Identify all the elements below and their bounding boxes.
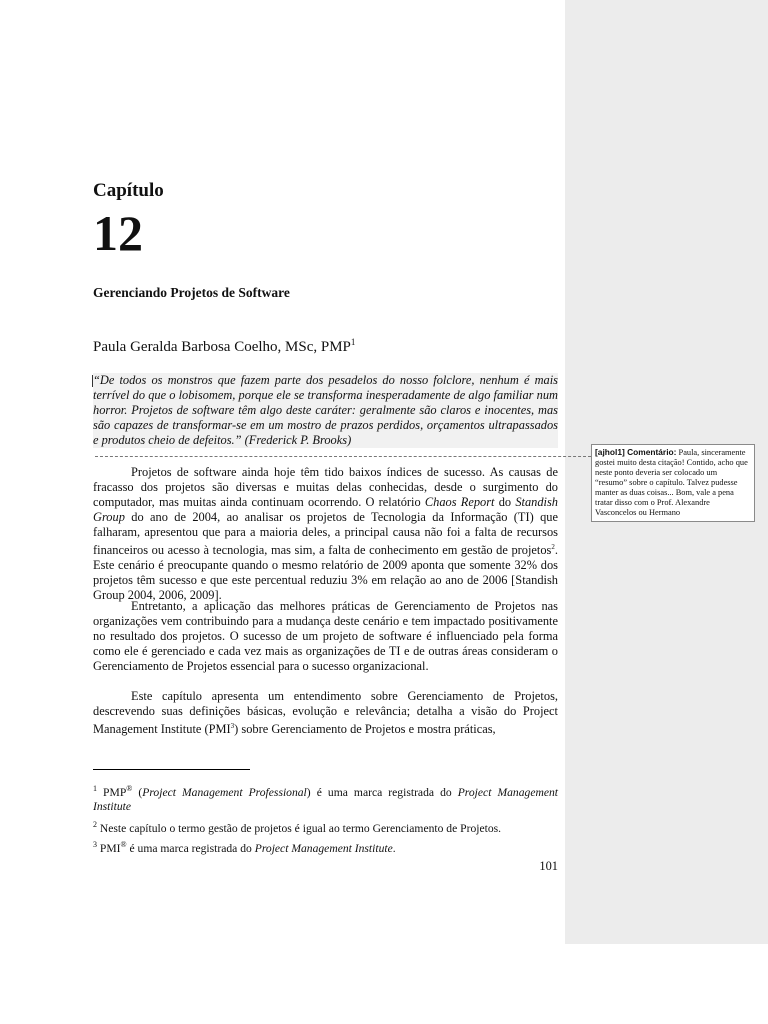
fn3-text-a: PMI [97, 841, 121, 855]
quote-text: “De todos os monstros que fazem parte dos pesadelos do nosso folclore, nenhum é mais terrível do que o lobisomem, porque ele se transforma inesperadamente de algo familiar num horror. Projetos de software têm algo deste caráter: geralmente são claros e inocentes, mas são capazes de transformar-se em um mostro de prazos perdidos, orçamentos ultrapassados e produtos cheio de defeitos.” (Frederick P. Brooks) [93, 373, 558, 447]
p3-text-b: ) sobre Gerenciamento de Projetos e mostra práticas, [234, 722, 496, 737]
p1-text-a: Projetos de software ainda hoje têm tido baixos índices de sucesso. As causas de fracasso dos projetos são diversas e muitas delas conhecidas, desde o surgimento do computador, mas muitas ainda continuam ocorrendo. O relatório [93, 465, 558, 509]
p3-text-a: Este capítulo apresenta um entendimento sobre Gerenciamento de Projetos, descrevendo suas definições básicas, evolução e relevância; detalha a visão do Project Management Institute (PMI [93, 689, 558, 737]
fn3-text-b: é uma marca registrada do [126, 841, 255, 855]
p1-text-b: do [494, 495, 516, 509]
footnote-2 [93, 818, 558, 836]
chapter-number: 12 [93, 205, 143, 261]
comment-leader-line [95, 456, 591, 457]
paragraph-1 [93, 465, 558, 603]
comment-anchor-start [92, 375, 93, 387]
fn2-number: 2 [93, 820, 97, 829]
p1-text-d: . Este cenário é preocupante quando o mesmo relatório de 2009 aponta que somente 32% dos projetos têm sucesso e que este percentual reduziu 3% em relação ao ano de 2006 [Standish Group 2004, 2006, 2009]. [93, 543, 558, 603]
comment-author: [ajhol1] Comentário: [595, 447, 677, 457]
author-footnote-ref: 1 [350, 337, 356, 347]
fn1-registered-mark: ® [126, 784, 133, 793]
p1-italic-chaos-report: Chaos Report [424, 495, 495, 509]
p1-italic-standish: Standish Group [93, 495, 558, 524]
fn3-italic: Project Management Institute [254, 841, 393, 855]
p3-footnote-ref: 3 [230, 722, 235, 730]
footnote-1 [93, 782, 558, 814]
fn2-text: Neste capítulo o termo gestão de projetos é igual ao termo Gerenciamento de Projetos. [97, 821, 502, 835]
author-line [93, 337, 355, 356]
review-comment-balloon[interactable] [591, 444, 755, 522]
p1-footnote-ref: 2 [551, 543, 555, 551]
fn1-number: 1 [93, 784, 97, 793]
paragraph-3 [93, 689, 558, 737]
author-name: Paula Geralda Barbosa Coelho, MSc, PMP [93, 339, 351, 355]
paragraph-2: Entretanto, a aplicação das melhores práticas de Gerenciamento de Projetos nas organizações vem contribuindo para a mudança deste cenário e tem impactado positivamente no resultado dos projetos. O sucesso de um projeto de software é influenciado pela forma como ele é gerenciado e cada vez mais as organizações de TI e de outras áreas consideram o Gerenciamento de Projetos essencial para o sucesso organizacional. [93, 599, 558, 673]
fn1-text-a: PMP [97, 785, 127, 799]
epigraph-quote[interactable] [93, 373, 558, 448]
fn1-text-b: ( [132, 785, 143, 799]
fn1-italic-a: Project Management Professional [142, 785, 307, 799]
footnote-3 [93, 838, 558, 856]
comment-text: Paula, sinceramente gostei muito desta citação! Contido, acho que neste ponto deveria ser colocado um “resumo” sobre o capítulo. Talvez pudesse manter as duas coisas... Bom, vale a pena tratar disso com o Prof. Alexandre Vasconcelos ou Hermano [595, 448, 748, 517]
fn3-number: 3 [93, 840, 97, 849]
chapter-label: Capítulo [93, 180, 164, 201]
fn1-italic-b: Project Management Institute [93, 785, 558, 813]
chapter-title: Gerenciando Projetos de Software [93, 285, 290, 300]
fn1-text-c: ) é uma marca registrada do [306, 785, 458, 799]
page-number: 101 [539, 859, 558, 873]
footnote-separator [93, 769, 250, 770]
p1-text-c: do ano de 2004, ao analisar os projetos de Tecnologia da Informação (TI) que falharam, apresentou que para a maioria deles, a principal causa não foi a falta de recursos financeiros ou acesso à tecnologia, mas sim, a falta de conhecimento em gestão de projetos [93, 510, 558, 558]
fn3-text-c: . [392, 841, 396, 855]
fn3-registered-mark: ® [120, 840, 127, 849]
